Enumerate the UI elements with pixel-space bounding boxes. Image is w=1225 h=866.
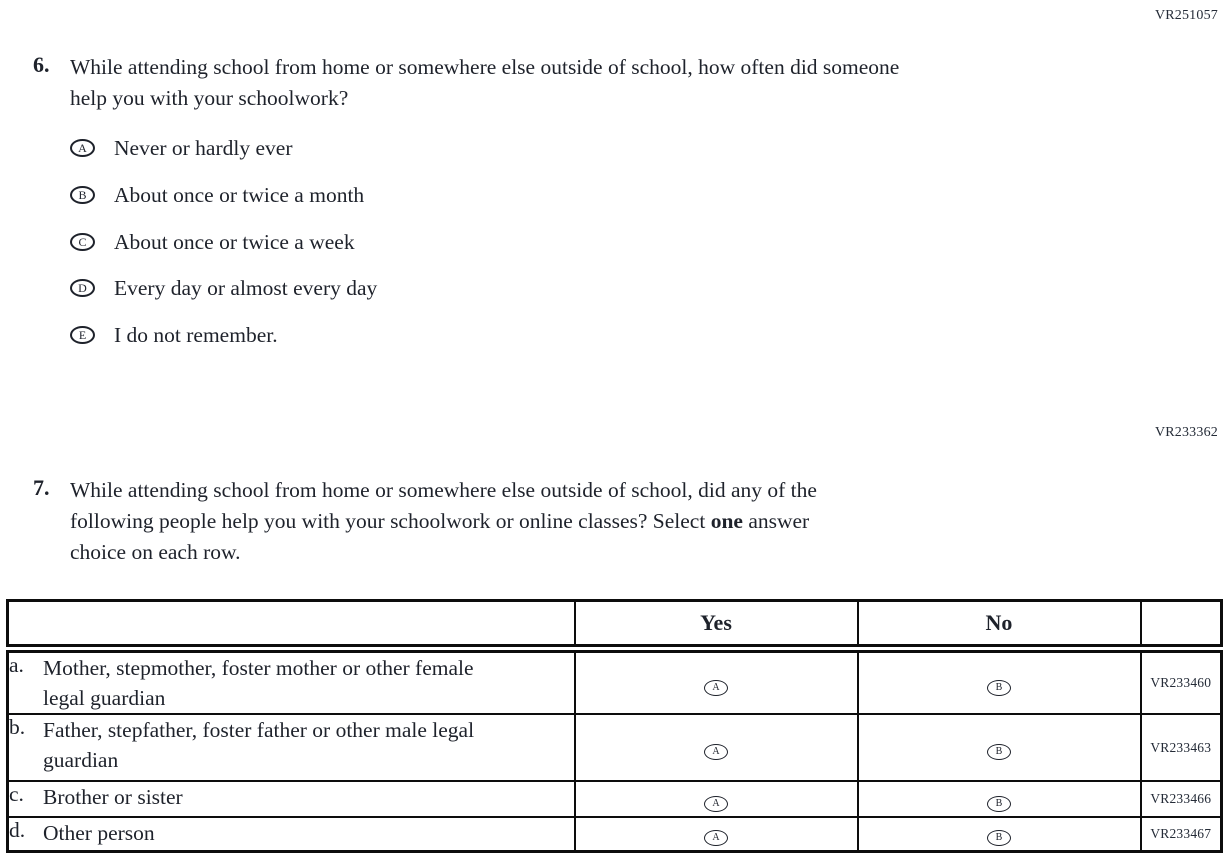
answer-bubble-a-icon[interactable] xyxy=(704,680,728,696)
row-label: Other person xyxy=(43,821,155,845)
bubble-letter: A xyxy=(712,797,720,809)
answer-bubble-e-icon[interactable] xyxy=(70,326,95,344)
bubble-letter: E xyxy=(78,328,87,342)
q6-option-do-not-remember[interactable] xyxy=(70,321,278,349)
row-a-yes-cell[interactable] xyxy=(575,649,858,715)
q6-option-never[interactable] xyxy=(70,134,292,162)
answer-bubble-b-icon[interactable] xyxy=(987,680,1011,696)
bubble-letter: A xyxy=(712,681,720,693)
q7-line2-before: following people help you with your schoolwork or online classes? Select xyxy=(70,509,711,533)
header-no: No xyxy=(858,601,1141,649)
q6-option-every-day[interactable] xyxy=(70,274,377,302)
table-row xyxy=(8,649,1222,715)
bubble-letter: B xyxy=(995,832,1003,844)
question7-text-line1: While attending school from home or somewhere else outside of school, did any of the xyxy=(70,478,817,502)
row-label: Brother or sister xyxy=(43,785,183,809)
row-a-vr-code: VR233460 xyxy=(1141,649,1222,715)
q6-option-once-twice-month[interactable] xyxy=(70,181,364,209)
bubble-letter: A xyxy=(712,832,720,844)
bubble-letter: A xyxy=(78,141,87,155)
row-b-yes-cell[interactable] xyxy=(575,714,858,781)
question6-text-line1: While attending school from home or somewhere else outside of school, how often did someone xyxy=(70,55,900,79)
row-d-no-cell[interactable] xyxy=(858,817,1141,851)
table-row xyxy=(8,817,1222,851)
row-prefix: c. xyxy=(9,782,24,806)
answer-bubble-d-icon[interactable] xyxy=(70,279,95,297)
row-a-label-cell xyxy=(8,649,575,715)
q6-option-label: Never or hardly ever xyxy=(114,135,293,160)
q6-option-once-twice-week[interactable] xyxy=(70,228,355,256)
header-yes: Yes xyxy=(575,601,858,649)
row-c-no-cell[interactable] xyxy=(858,781,1141,817)
table-row xyxy=(8,714,1222,781)
answer-bubble-b-icon[interactable] xyxy=(70,186,95,204)
row-b-vr-code: VR233463 xyxy=(1141,714,1222,781)
row-prefix: d. xyxy=(9,818,26,842)
header-blank-cell xyxy=(8,601,575,649)
answer-bubble-b-icon[interactable] xyxy=(987,796,1011,812)
bubble-letter: B xyxy=(995,797,1003,809)
row-c-yes-cell[interactable] xyxy=(575,781,858,817)
question6-text xyxy=(70,52,899,114)
question6-number: 6. xyxy=(33,52,50,77)
row-b-label-cell xyxy=(8,714,575,781)
question7-text-line2 xyxy=(70,506,817,537)
question7-text-line3: choice on each row. xyxy=(70,540,241,564)
row-prefix: a. xyxy=(9,653,24,677)
row-prefix: b. xyxy=(9,715,26,739)
answer-bubble-a-icon[interactable] xyxy=(704,796,728,812)
answer-bubble-a-icon[interactable] xyxy=(704,744,728,760)
bubble-letter: A xyxy=(712,746,720,757)
table-header-row xyxy=(8,601,1222,649)
q6-option-label: About once or twice a week xyxy=(114,229,355,254)
q7-line2-after: answer xyxy=(742,509,810,533)
row-label: Father, stepfather, foster father or other male legal guardian xyxy=(43,718,475,772)
row-d-yes-cell[interactable] xyxy=(575,817,858,851)
answer-bubble-a-icon[interactable] xyxy=(704,830,728,846)
question6-text-line2: help you with your schoolwork? xyxy=(70,86,349,110)
bubble-letter: B xyxy=(995,681,1003,693)
bubble-letter: D xyxy=(78,281,87,295)
row-c-vr-code: VR233466 xyxy=(1141,781,1222,817)
question7-text xyxy=(70,475,817,568)
row-b-no-cell[interactable] xyxy=(858,714,1141,781)
row-d-vr-code: VR233467 xyxy=(1141,817,1222,851)
q6-option-label: About once or twice a month xyxy=(114,182,365,207)
row-c-label-cell xyxy=(8,781,575,817)
q7-line2-bold-word: one xyxy=(710,509,743,533)
answer-bubble-b-icon[interactable] xyxy=(987,830,1011,846)
row-label: Mother, stepmother, foster mother or other female legal guardian xyxy=(43,656,474,710)
question7-vr-code: VR233362 xyxy=(1154,425,1218,440)
question7-number: 7. xyxy=(33,475,50,500)
q7-answer-table xyxy=(6,599,1223,853)
q6-option-label: Every day or almost every day xyxy=(114,275,378,300)
row-a-no-cell[interactable] xyxy=(858,649,1141,715)
answer-bubble-a-icon[interactable] xyxy=(70,139,95,157)
bubble-letter: C xyxy=(78,235,87,249)
header-blank-code-cell xyxy=(1141,601,1222,649)
q6-option-label: I do not remember. xyxy=(114,322,278,347)
bubble-letter: B xyxy=(995,746,1003,757)
bubble-letter: B xyxy=(78,188,87,202)
answer-bubble-c-icon[interactable] xyxy=(70,233,95,251)
answer-bubble-b-icon[interactable] xyxy=(987,744,1011,760)
row-d-label-cell xyxy=(8,817,575,851)
question6-vr-code: VR251057 xyxy=(1154,8,1218,23)
table-row xyxy=(8,781,1222,817)
